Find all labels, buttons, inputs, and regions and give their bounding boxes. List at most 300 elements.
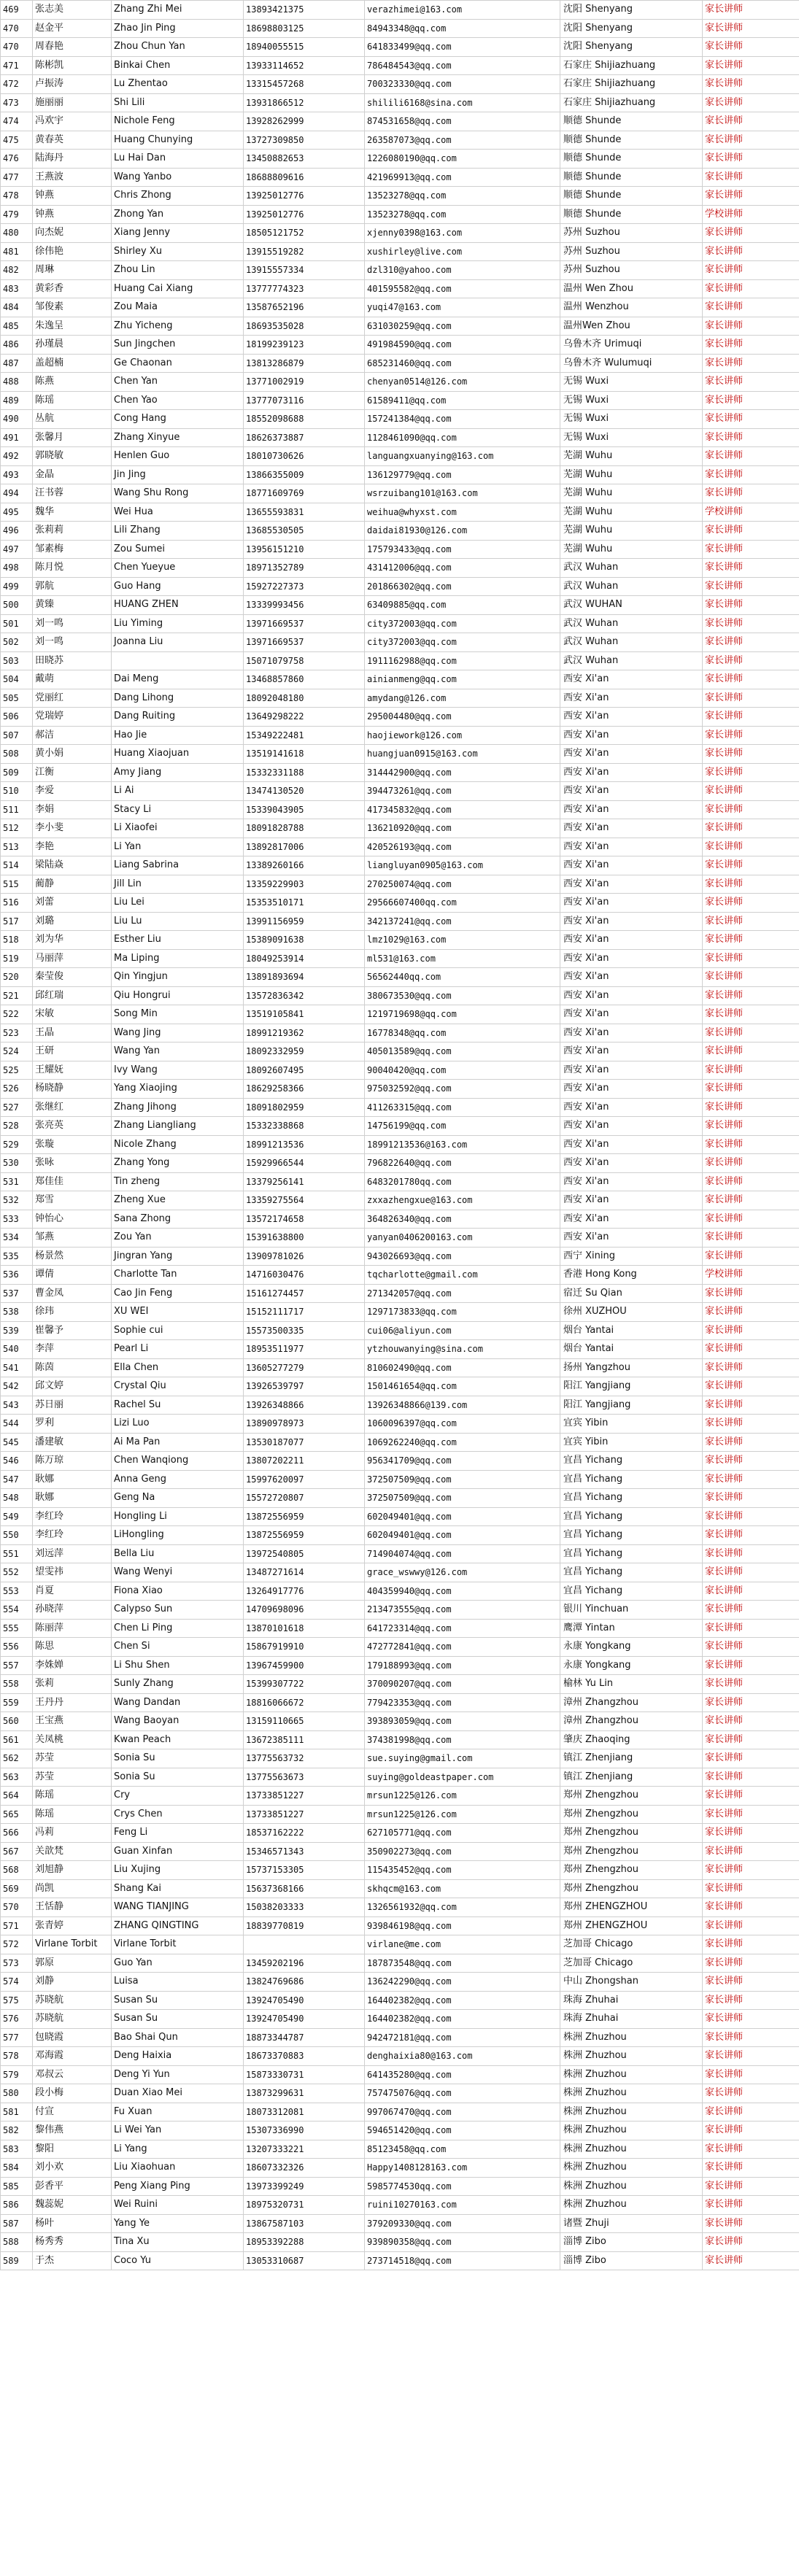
role-cell[interactable]: 家长讲师: [703, 447, 799, 466]
role-cell[interactable]: 学校讲师: [703, 1266, 799, 1285]
phone-cell[interactable]: 13775563732: [244, 1749, 365, 1768]
role-cell[interactable]: 家长讲师: [703, 1582, 799, 1601]
role-cell[interactable]: 家长讲师: [703, 465, 799, 484]
chinese-name-cell[interactable]: 黄春英: [33, 131, 112, 150]
phone-cell[interactable]: 13389260166: [244, 856, 365, 875]
role-cell[interactable]: 家长讲师: [703, 1656, 799, 1675]
english-name-cell[interactable]: Liu Yiming: [112, 614, 244, 633]
phone-cell[interactable]: 13359275564: [244, 1191, 365, 1210]
city-cell[interactable]: 永康 Yongkang: [560, 1656, 703, 1675]
chinese-name-cell[interactable]: 张志美: [33, 1, 112, 20]
phone-cell[interactable]: 15152111717: [244, 1303, 365, 1322]
chinese-name-cell[interactable]: 曹金凤: [33, 1284, 112, 1303]
row-number-cell[interactable]: 522: [1, 1005, 33, 1024]
phone-cell[interactable]: 13925012776: [244, 205, 365, 224]
chinese-name-cell[interactable]: 杨叶: [33, 2214, 112, 2233]
city-cell[interactable]: 郑州 Zhengzhou: [560, 1824, 703, 1843]
row-number-cell[interactable]: 515: [1, 875, 33, 894]
english-name-cell[interactable]: Guan Xinfan: [112, 1842, 244, 1861]
phone-cell[interactable]: 13872556959: [244, 1507, 365, 1526]
row-number-cell[interactable]: 574: [1, 1973, 33, 1992]
row-number-cell[interactable]: 561: [1, 1730, 33, 1749]
city-cell[interactable]: 芜湖 Wuhu: [560, 484, 703, 503]
phone-cell[interactable]: 18771609769: [244, 484, 365, 503]
city-cell[interactable]: 顺德 Shunde: [560, 187, 703, 206]
email-cell[interactable]: 14756199@qq.com: [365, 1117, 560, 1136]
phone-cell[interactable]: 18537162222: [244, 1824, 365, 1843]
english-name-cell[interactable]: Shirley Xu: [112, 242, 244, 261]
row-number-cell[interactable]: 560: [1, 1712, 33, 1731]
city-cell[interactable]: 芜湖 Wuhu: [560, 522, 703, 541]
chinese-name-cell[interactable]: 陈思: [33, 1638, 112, 1657]
email-cell[interactable]: 342137241@qq.com: [365, 912, 560, 931]
chinese-name-cell[interactable]: 盖超楠: [33, 354, 112, 373]
role-cell[interactable]: 家长讲师: [703, 2140, 799, 2159]
english-name-cell[interactable]: Bao Shai Qun: [112, 2028, 244, 2047]
row-number-cell[interactable]: 556: [1, 1638, 33, 1657]
chinese-name-cell[interactable]: 彭香平: [33, 2177, 112, 2196]
email-cell[interactable]: 1501461654@qq.com: [365, 1377, 560, 1396]
row-number-cell[interactable]: 536: [1, 1266, 33, 1285]
role-cell[interactable]: 家长讲师: [703, 1619, 799, 1638]
city-cell[interactable]: 西安 Xi'an: [560, 708, 703, 727]
email-cell[interactable]: 164402382@qq.com: [365, 2010, 560, 2029]
chinese-name-cell[interactable]: 崔馨予: [33, 1321, 112, 1340]
city-cell[interactable]: 宜昌 Yichang: [560, 1507, 703, 1526]
row-number-cell[interactable]: 479: [1, 205, 33, 224]
phone-cell[interactable]: 13926348866: [244, 1396, 365, 1415]
english-name-cell[interactable]: Lizi Luo: [112, 1415, 244, 1434]
row-number-cell[interactable]: 503: [1, 651, 33, 670]
city-cell[interactable]: 西安 Xi'an: [560, 856, 703, 875]
city-cell[interactable]: 无锡 Wuxi: [560, 391, 703, 410]
role-cell[interactable]: 家长讲师: [703, 150, 799, 169]
role-cell[interactable]: 家长讲师: [703, 1358, 799, 1377]
phone-cell[interactable]: 15737153305: [244, 1861, 365, 1880]
email-cell[interactable]: sue.suying@gmail.com: [365, 1749, 560, 1768]
row-number-cell[interactable]: 582: [1, 2121, 33, 2140]
chinese-name-cell[interactable]: 王宝燕: [33, 1712, 112, 1731]
city-cell[interactable]: 鹰潭 Yintan: [560, 1619, 703, 1638]
email-cell[interactable]: 164402382@qq.com: [365, 1991, 560, 2010]
english-name-cell[interactable]: Charlotte Tan: [112, 1266, 244, 1285]
email-cell[interactable]: 939846198@qq.com: [365, 1916, 560, 1935]
email-cell[interactable]: 421969913@qq.com: [365, 168, 560, 187]
city-cell[interactable]: 武汉 Wuhan: [560, 577, 703, 596]
chinese-name-cell[interactable]: 郭晓敏: [33, 447, 112, 466]
english-name-cell[interactable]: Susan Su: [112, 1991, 244, 2010]
city-cell[interactable]: 温州 Wen Zhou: [560, 279, 703, 298]
city-cell[interactable]: 香港 Hong Kong: [560, 1266, 703, 1285]
email-cell[interactable]: shilili6168@sina.com: [365, 93, 560, 112]
email-cell[interactable]: 201866302@qq.com: [365, 577, 560, 596]
row-number-cell[interactable]: 481: [1, 242, 33, 261]
email-cell[interactable]: 56562440qq.com: [365, 968, 560, 987]
role-cell[interactable]: 家长讲师: [703, 336, 799, 355]
phone-cell[interactable]: 13928262999: [244, 112, 365, 131]
phone-cell[interactable]: 18693535028: [244, 317, 365, 336]
phone-cell[interactable]: 18091802959: [244, 1098, 365, 1117]
email-cell[interactable]: 6483201780qq.com: [365, 1172, 560, 1191]
row-number-cell[interactable]: 517: [1, 912, 33, 931]
city-cell[interactable]: 西安 Xi'an: [560, 1172, 703, 1191]
english-name-cell[interactable]: Huang Chunying: [112, 131, 244, 150]
role-cell[interactable]: 家长讲师: [703, 1154, 799, 1173]
email-cell[interactable]: amydang@126.com: [365, 689, 560, 708]
phone-cell[interactable]: 18673370883: [244, 2047, 365, 2066]
city-cell[interactable]: 芜湖 Wuhu: [560, 540, 703, 559]
chinese-name-cell[interactable]: 王燕波: [33, 168, 112, 187]
role-cell[interactable]: 家长讲师: [703, 782, 799, 801]
chinese-name-cell[interactable]: 孙瑾晨: [33, 336, 112, 355]
role-cell[interactable]: 家长讲师: [703, 968, 799, 987]
chinese-name-cell[interactable]: 刘一鸣: [33, 633, 112, 652]
phone-cell[interactable]: 15332331188: [244, 763, 365, 782]
chinese-name-cell[interactable]: 段小梅: [33, 2084, 112, 2103]
english-name-cell[interactable]: Esther Liu: [112, 931, 244, 950]
chinese-name-cell[interactable]: 黎伟燕: [33, 2121, 112, 2140]
role-cell[interactable]: 家长讲师: [703, 708, 799, 727]
city-cell[interactable]: 顺德 Shunde: [560, 131, 703, 150]
phone-cell[interactable]: 15353510171: [244, 894, 365, 913]
role-cell[interactable]: 家长讲师: [703, 596, 799, 615]
role-cell[interactable]: 家长讲师: [703, 2010, 799, 2029]
chinese-name-cell[interactable]: 苏晓航: [33, 1991, 112, 2010]
email-cell[interactable]: 85123458@qq.com: [365, 2140, 560, 2159]
chinese-name-cell[interactable]: 李萍: [33, 1340, 112, 1359]
phone-cell[interactable]: 13867587103: [244, 2214, 365, 2233]
phone-cell[interactable]: 18971352789: [244, 559, 365, 578]
chinese-name-cell[interactable]: 李红玲: [33, 1507, 112, 1526]
row-number-cell[interactable]: 541: [1, 1358, 33, 1377]
role-cell[interactable]: 家长讲师: [703, 1954, 799, 1973]
row-number-cell[interactable]: 576: [1, 2010, 33, 2029]
city-cell[interactable]: 株洲 Zhuzhou: [560, 2140, 703, 2159]
phone-cell[interactable]: 13587652196: [244, 298, 365, 317]
city-cell[interactable]: 西安 Xi'an: [560, 745, 703, 764]
phone-cell[interactable]: 18010730626: [244, 447, 365, 466]
row-number-cell[interactable]: 486: [1, 336, 33, 355]
email-cell[interactable]: 1219719698@qq.com: [365, 1005, 560, 1024]
row-number-cell[interactable]: 553: [1, 1582, 33, 1601]
email-cell[interactable]: 263587073@qq.com: [365, 131, 560, 150]
email-cell[interactable]: lmz1029@163.com: [365, 931, 560, 950]
role-cell[interactable]: 家长讲师: [703, 1898, 799, 1917]
chinese-name-cell[interactable]: 施丽丽: [33, 93, 112, 112]
email-cell[interactable]: 157241384@qq.com: [365, 410, 560, 429]
city-cell[interactable]: 苏州 Suzhou: [560, 261, 703, 280]
row-number-cell[interactable]: 495: [1, 503, 33, 522]
role-cell[interactable]: 家长讲师: [703, 1526, 799, 1545]
email-cell[interactable]: 393893059@qq.com: [365, 1712, 560, 1731]
role-cell[interactable]: 家长讲师: [703, 1415, 799, 1434]
row-number-cell[interactable]: 559: [1, 1693, 33, 1712]
role-cell[interactable]: 家长讲师: [703, 856, 799, 875]
role-cell[interactable]: 家长讲师: [703, 131, 799, 150]
row-number-cell[interactable]: 496: [1, 522, 33, 541]
role-cell[interactable]: 家长讲师: [703, 1861, 799, 1880]
role-cell[interactable]: 家长讲师: [703, 2177, 799, 2196]
email-cell[interactable]: 1069262240@qq.com: [365, 1433, 560, 1452]
email-cell[interactable]: virlane@me.com: [365, 1935, 560, 1954]
email-cell[interactable]: xushirley@live.com: [365, 242, 560, 261]
row-number-cell[interactable]: 476: [1, 150, 33, 169]
phone-cell[interactable]: 13909781026: [244, 1247, 365, 1266]
row-number-cell[interactable]: 578: [1, 2047, 33, 2066]
phone-cell[interactable]: 15997620097: [244, 1470, 365, 1489]
chinese-name-cell[interactable]: 谭倩: [33, 1266, 112, 1285]
role-cell[interactable]: 家长讲师: [703, 1061, 799, 1080]
phone-cell[interactable]: 18953511977: [244, 1340, 365, 1359]
row-number-cell[interactable]: 539: [1, 1321, 33, 1340]
role-cell[interactable]: 家长讲师: [703, 559, 799, 578]
role-cell[interactable]: 家长讲师: [703, 651, 799, 670]
city-cell[interactable]: 郑州 Zhengzhou: [560, 1805, 703, 1824]
role-cell[interactable]: 家长讲师: [703, 1935, 799, 1954]
row-number-cell[interactable]: 483: [1, 279, 33, 298]
row-number-cell[interactable]: 505: [1, 689, 33, 708]
role-cell[interactable]: 家长讲师: [703, 1284, 799, 1303]
phone-cell[interactable]: 14709698096: [244, 1601, 365, 1620]
english-name-cell[interactable]: Jingran Yang: [112, 1247, 244, 1266]
city-cell[interactable]: 淄博 Zibo: [560, 2233, 703, 2252]
english-name-cell[interactable]: Amy Jiang: [112, 763, 244, 782]
city-cell[interactable]: 株洲 Zhuzhou: [560, 2159, 703, 2178]
english-name-cell[interactable]: Wei Hua: [112, 503, 244, 522]
city-cell[interactable]: 西安 Xi'an: [560, 1154, 703, 1173]
email-cell[interactable]: 700323330@qq.com: [365, 75, 560, 94]
email-cell[interactable]: ytzhouwanying@sina.com: [365, 1340, 560, 1359]
city-cell[interactable]: 武汉 Wuhan: [560, 651, 703, 670]
phone-cell[interactable]: 15038203333: [244, 1898, 365, 1917]
email-cell[interactable]: wsrzuibang101@163.com: [365, 484, 560, 503]
city-cell[interactable]: 株洲 Zhuzhou: [560, 2103, 703, 2121]
role-cell[interactable]: 家长讲师: [703, 56, 799, 75]
email-cell[interactable]: dzl310@yahoo.com: [365, 261, 560, 280]
city-cell[interactable]: 西安 Xi'an: [560, 1135, 703, 1154]
email-cell[interactable]: 380673530@qq.com: [365, 986, 560, 1005]
chinese-name-cell[interactable]: 卢振涛: [33, 75, 112, 94]
city-cell[interactable]: 西安 Xi'an: [560, 689, 703, 708]
english-name-cell[interactable]: Coco Yu: [112, 2251, 244, 2270]
chinese-name-cell[interactable]: 张莉莉: [33, 522, 112, 541]
chinese-name-cell[interactable]: 张咏: [33, 1154, 112, 1173]
english-name-cell[interactable]: Ai Ma Pan: [112, 1433, 244, 1452]
english-name-cell[interactable]: Li Yang: [112, 2140, 244, 2159]
city-cell[interactable]: 沈阳 Shenyang: [560, 19, 703, 38]
row-number-cell[interactable]: 485: [1, 317, 33, 336]
email-cell[interactable]: 314442900@qq.com: [365, 763, 560, 782]
email-cell[interactable]: 295004480@qq.com: [365, 708, 560, 727]
phone-cell[interactable]: 18049253914: [244, 949, 365, 968]
chinese-name-cell[interactable]: 汪书蓉: [33, 484, 112, 503]
chinese-name-cell[interactable]: 魏华: [33, 503, 112, 522]
city-cell[interactable]: 西安 Xi'an: [560, 1043, 703, 1061]
english-name-cell[interactable]: Wang Jing: [112, 1024, 244, 1043]
english-name-cell[interactable]: Liu Lei: [112, 894, 244, 913]
chinese-name-cell[interactable]: 王晶: [33, 1024, 112, 1043]
phone-cell[interactable]: 13873299631: [244, 2084, 365, 2103]
row-number-cell[interactable]: 529: [1, 1135, 33, 1154]
role-cell[interactable]: 家长讲师: [703, 168, 799, 187]
chinese-name-cell[interactable]: 刘璐: [33, 912, 112, 931]
english-name-cell[interactable]: Calypso Sun: [112, 1601, 244, 1620]
phone-cell[interactable]: 13777774323: [244, 279, 365, 298]
english-name-cell[interactable]: Kwan Peach: [112, 1730, 244, 1749]
phone-cell[interactable]: 18839770819: [244, 1916, 365, 1935]
row-number-cell[interactable]: 547: [1, 1470, 33, 1489]
english-name-cell[interactable]: Sun Jingchen: [112, 336, 244, 355]
row-number-cell[interactable]: 534: [1, 1229, 33, 1248]
row-number-cell[interactable]: 497: [1, 540, 33, 559]
chinese-name-cell[interactable]: 耿娜: [33, 1489, 112, 1508]
row-number-cell[interactable]: 543: [1, 1396, 33, 1415]
role-cell[interactable]: 家长讲师: [703, 19, 799, 38]
row-number-cell[interactable]: 492: [1, 447, 33, 466]
role-cell[interactable]: 家长讲师: [703, 1805, 799, 1824]
chinese-name-cell[interactable]: 李小斐: [33, 819, 112, 838]
phone-cell[interactable]: 14716030476: [244, 1266, 365, 1285]
email-cell[interactable]: 939890358@qq.com: [365, 2233, 560, 2252]
row-number-cell[interactable]: 518: [1, 931, 33, 950]
chinese-name-cell[interactable]: 王研: [33, 1043, 112, 1061]
email-cell[interactable]: 942472181@qq.com: [365, 2028, 560, 2047]
row-number-cell[interactable]: 551: [1, 1544, 33, 1563]
city-cell[interactable]: 郑州 Zhengzhou: [560, 1879, 703, 1898]
chinese-name-cell[interactable]: 关歆梵: [33, 1842, 112, 1861]
city-cell[interactable]: 榆林 Yu Lin: [560, 1675, 703, 1694]
email-cell[interactable]: 757475076@qq.com: [365, 2084, 560, 2103]
row-number-cell[interactable]: 491: [1, 428, 33, 447]
role-cell[interactable]: 家长讲师: [703, 577, 799, 596]
city-cell[interactable]: 芜湖 Wuhu: [560, 447, 703, 466]
phone-cell[interactable]: 13872556959: [244, 1526, 365, 1545]
phone-cell[interactable]: 15389091638: [244, 931, 365, 950]
english-name-cell[interactable]: Henlen Guo: [112, 447, 244, 466]
city-cell[interactable]: 镇江 Zhenjiang: [560, 1749, 703, 1768]
role-cell[interactable]: 家长讲师: [703, 112, 799, 131]
english-name-cell[interactable]: XU WEI: [112, 1303, 244, 1322]
phone-cell[interactable]: 15929966544: [244, 1154, 365, 1173]
city-cell[interactable]: 宜昌 Yichang: [560, 1582, 703, 1601]
role-cell[interactable]: 家长讲师: [703, 1005, 799, 1024]
email-cell[interactable]: liangluyan0905@163.com: [365, 856, 560, 875]
row-number-cell[interactable]: 538: [1, 1303, 33, 1322]
email-cell[interactable]: 685231460@qq.com: [365, 354, 560, 373]
row-number-cell[interactable]: 484: [1, 298, 33, 317]
english-name-cell[interactable]: Chris Zhong: [112, 187, 244, 206]
chinese-name-cell[interactable]: 张青婷: [33, 1916, 112, 1935]
english-name-cell[interactable]: Yang Ye: [112, 2214, 244, 2233]
row-number-cell[interactable]: 544: [1, 1415, 33, 1434]
phone-cell[interactable]: 13777073116: [244, 391, 365, 410]
row-number-cell[interactable]: 516: [1, 894, 33, 913]
chinese-name-cell[interactable]: 包晓霞: [33, 2028, 112, 2047]
role-cell[interactable]: 家长讲师: [703, 1080, 799, 1099]
city-cell[interactable]: 西安 Xi'an: [560, 1229, 703, 1248]
row-number-cell[interactable]: 507: [1, 726, 33, 745]
english-name-cell[interactable]: Wang Wenyi: [112, 1563, 244, 1582]
city-cell[interactable]: 西安 Xi'an: [560, 838, 703, 856]
chinese-name-cell[interactable]: 江衡: [33, 763, 112, 782]
english-name-cell[interactable]: Cry: [112, 1787, 244, 1806]
city-cell[interactable]: 宜昌 Yichang: [560, 1526, 703, 1545]
row-number-cell[interactable]: 571: [1, 1916, 33, 1935]
city-cell[interactable]: 芜湖 Wuhu: [560, 465, 703, 484]
phone-cell[interactable]: 13649298222: [244, 708, 365, 727]
row-number-cell[interactable]: 562: [1, 1749, 33, 1768]
role-cell[interactable]: 家长讲师: [703, 428, 799, 447]
phone-cell[interactable]: 15573500335: [244, 1321, 365, 1340]
city-cell[interactable]: 银川 Yinchuan: [560, 1601, 703, 1620]
english-name-cell[interactable]: Binkai Chen: [112, 56, 244, 75]
chinese-name-cell[interactable]: 邓叔云: [33, 2065, 112, 2084]
phone-cell[interactable]: 13933114652: [244, 56, 365, 75]
role-cell[interactable]: 家长讲师: [703, 2251, 799, 2270]
chinese-name-cell[interactable]: 王恬静: [33, 1898, 112, 1917]
english-name-cell[interactable]: Dang Lihong: [112, 689, 244, 708]
english-name-cell[interactable]: Lu Zhentao: [112, 75, 244, 94]
role-cell[interactable]: 家长讲师: [703, 484, 799, 503]
city-cell[interactable]: 温州 Wenzhou: [560, 298, 703, 317]
phone-cell[interactable]: 18698803125: [244, 19, 365, 38]
role-cell[interactable]: 家长讲师: [703, 1433, 799, 1452]
english-name-cell[interactable]: Tina Xu: [112, 2233, 244, 2252]
chinese-name-cell[interactable]: 耿娜: [33, 1470, 112, 1489]
row-number-cell[interactable]: 474: [1, 112, 33, 131]
row-number-cell[interactable]: 494: [1, 484, 33, 503]
row-number-cell[interactable]: 580: [1, 2084, 33, 2103]
row-number-cell[interactable]: 506: [1, 708, 33, 727]
row-number-cell[interactable]: 480: [1, 224, 33, 243]
city-cell[interactable]: 西安 Xi'an: [560, 1061, 703, 1080]
english-name-cell[interactable]: Xiang Jenny: [112, 224, 244, 243]
english-name-cell[interactable]: Ivy Wang: [112, 1061, 244, 1080]
email-cell[interactable]: 136129779@qq.com: [365, 465, 560, 484]
row-number-cell[interactable]: 548: [1, 1489, 33, 1508]
english-name-cell[interactable]: Chen Yan: [112, 373, 244, 392]
row-number-cell[interactable]: 528: [1, 1117, 33, 1136]
role-cell[interactable]: 家长讲师: [703, 875, 799, 894]
chinese-name-cell[interactable]: 黄小娟: [33, 745, 112, 764]
phone-cell[interactable]: 13572836342: [244, 986, 365, 1005]
row-number-cell[interactable]: 555: [1, 1619, 33, 1638]
row-number-cell[interactable]: 535: [1, 1247, 33, 1266]
email-cell[interactable]: 394473261@qq.com: [365, 782, 560, 801]
chinese-name-cell[interactable]: 邱文婷: [33, 1377, 112, 1396]
city-cell[interactable]: 西安 Xi'an: [560, 670, 703, 689]
chinese-name-cell[interactable]: 郑佳佳: [33, 1172, 112, 1191]
chinese-name-cell[interactable]: 陈茵: [33, 1358, 112, 1377]
phone-cell[interactable]: 18991219362: [244, 1024, 365, 1043]
phone-cell[interactable]: 13572174658: [244, 1210, 365, 1229]
row-number-cell[interactable]: 569: [1, 1879, 33, 1898]
email-cell[interactable]: 61589411@qq.com: [365, 391, 560, 410]
email-cell[interactable]: tqcharlotte@gmail.com: [365, 1266, 560, 1285]
english-name-cell[interactable]: Li Shu Shen: [112, 1656, 244, 1675]
email-cell[interactable]: 370090207@qq.com: [365, 1675, 560, 1694]
email-cell[interactable]: ml531@163.com: [365, 949, 560, 968]
email-cell[interactable]: 431412006@qq.com: [365, 559, 560, 578]
phone-cell[interactable]: 13807202211: [244, 1452, 365, 1471]
chinese-name-cell[interactable]: 李艳: [33, 838, 112, 856]
role-cell[interactable]: 家长讲师: [703, 1210, 799, 1229]
city-cell[interactable]: 武汉 Wuhan: [560, 614, 703, 633]
english-name-cell[interactable]: Zhang Zhi Mei: [112, 1, 244, 20]
phone-cell[interactable]: 15637368166: [244, 1879, 365, 1898]
english-name-cell[interactable]: Chen Yueyue: [112, 559, 244, 578]
phone-cell[interactable]: 13824769686: [244, 1973, 365, 1992]
